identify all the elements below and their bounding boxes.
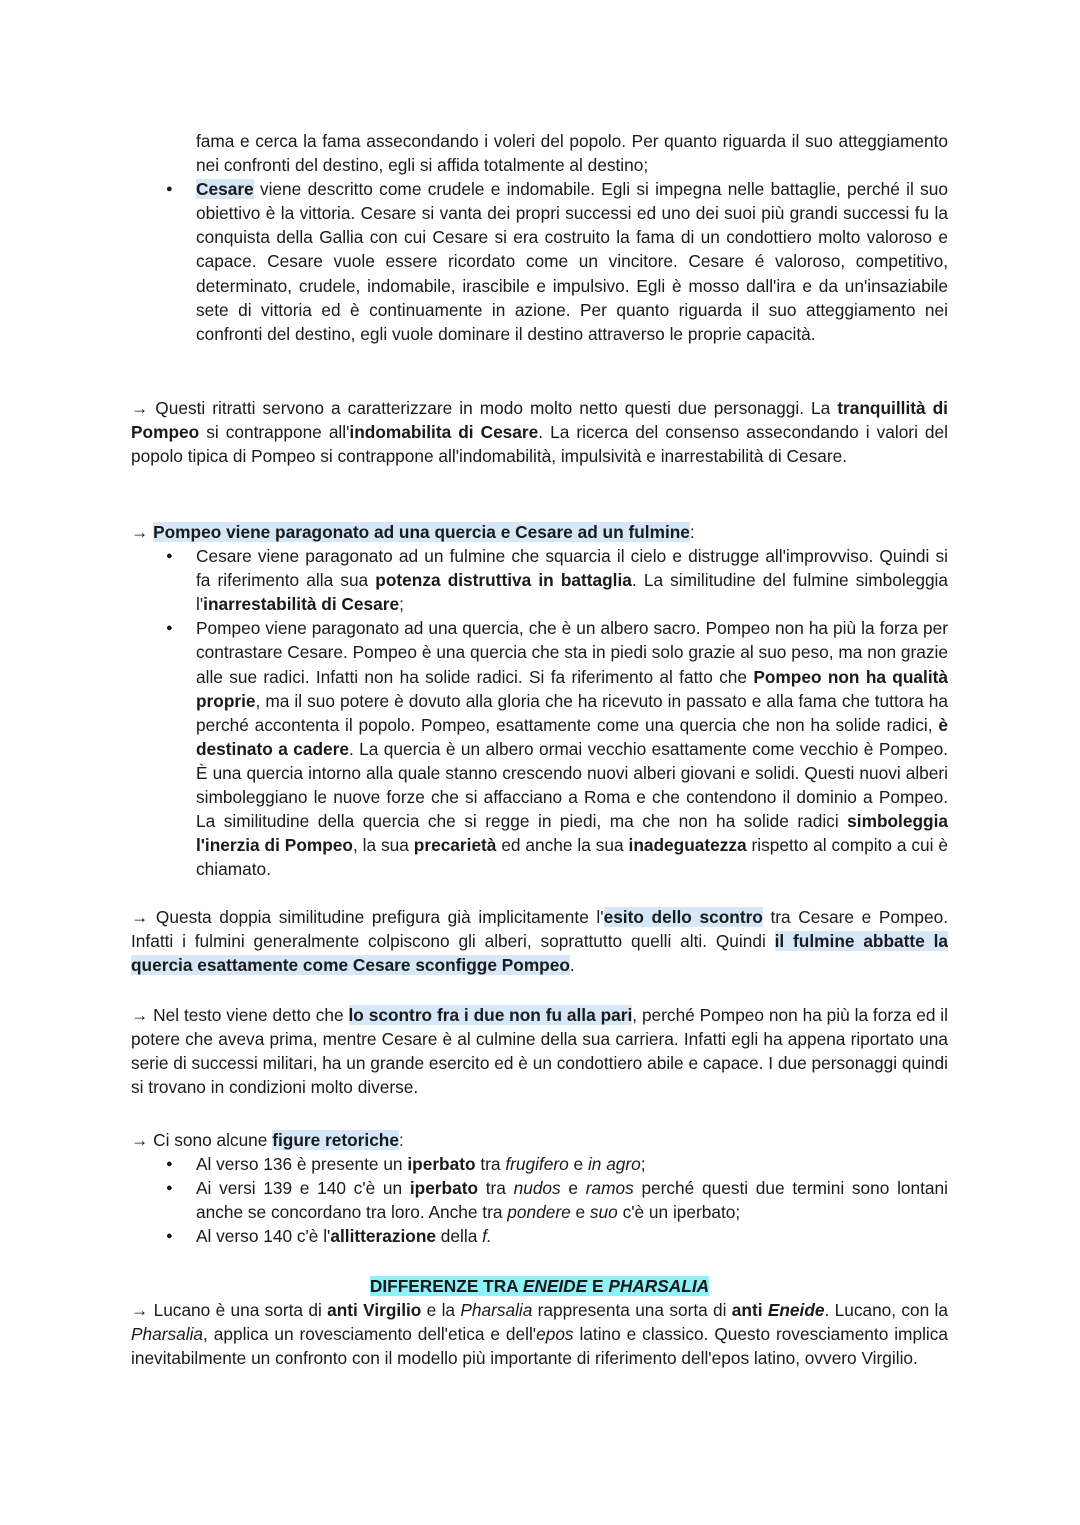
list-item: ● Al verso 140 c'è l'allitterazione della f. xyxy=(131,1224,948,1248)
portrait-section xyxy=(131,129,948,346)
list-item: ● Al verso 136 è presente un iperbato tra frugifero e in agro; xyxy=(131,1152,948,1176)
paragraph-esito: → Questa doppia similitudine prefigura già implicitamente l'esito dello scontro tra Cesare e Pompeo. Infatti i fulmini generalmente colpiscono gli alberi, soprattutto quelli alti. Quindi il fulmine abbatte la quercia esattamente come Cesare sconfigge Pompeo. xyxy=(131,907,949,976)
list-item: ● Cesare viene paragonato ad un fulmine che squarcia il cielo e distrugge all'improvviso. Quindi si fa riferimento alla sua potenza distruttiva in battaglia. La similitudine del fulmine simboleggia l'inarrestabilità di Cesare; xyxy=(131,544,948,616)
pompeo-portrait-end: fama e cerca la fama assecondando i voleri del popolo. Per quanto riguarda il suo atteggiamento nei confronti del destino, egli si affida totalmente al destino; xyxy=(196,131,948,176)
paragraph-scontro: → Nel testo viene detto che lo scontro fra i due non fu alla pari, perché Pompeo non ha più la forza ed il potere che aveva prima, mentre Cesare è al culmine della sua carriera. Infatti egli ha appena riportato una serie di successi militari, ha un grande esercito ed è un condottiero abile e capace. I due personaggi quindi si trovano in condizioni molto diverse. xyxy=(131,1005,948,1098)
paragraph-lucano: → Lucano è una sorta di anti Virgilio e la Pharsalia rappresenta una sorta di anti Eneide. Lucano, con la Pharsalia, applica un rovesciamento dell'etica e dell'epos latino e classico. Questo rovesciamento implica inevitabilmente un confronto con il modello più importante di riferimento dell'epos latino, ovvero Virgilio. xyxy=(131,1300,949,1369)
cesare-highlight: Cesare xyxy=(196,179,254,200)
paragraph-ritratti: → Questi ritratti servono a caratterizzare in modo molto netto questi due personaggi. La tranquillità di Pompeo si contrappone all'indomabilita di Cesare. La ricerca del consenso assecondando i valori del popolo tipica di Pompeo si contrappone all'indomabilità, impulsività e inarrestabilità di Cesare. xyxy=(131,398,948,467)
section-heading: DIFFERENZE TRA ENEIDE E PHARSALIA xyxy=(369,1276,710,1296)
similitudine-heading: Pompeo viene paragonato ad una quercia e Cesare ad un fulmine xyxy=(153,522,690,542)
section-differenze xyxy=(131,1274,948,1370)
paragraph-figure-retoriche: → Ci sono alcune figure retoriche: ● Al verso 136 è presente un iperbato tra frugifero e in agro; ● Ai versi 139 e 140 c'è un iperbato tra nudos e ramos perché questi due termini sono lontani anche se concordano tra loro. Anche tra pondere e suo c'è un iperbato; ● Al verso 140 c'è l'allitterazione della f. xyxy=(131,1128,948,1248)
list-item: ● Ai versi 139 e 140 c'è un iperbato tra nudos e ramos perché questi due termini sono lontani anche se concordano tra loro. Anche tra pondere e suo c'è un iperbato; xyxy=(131,1176,948,1224)
cesare-bullet: ● Cesare viene descritto come crudele e indomabile. Egli si impegna nelle battaglie, perché il suo obiettivo è la vittoria. Cesare si vanta dei propri successi ed uno dei suoi più grandi successi fu la conquista della Gallia con cui Cesare si era costruito la fama di un condottiero molto valoroso e capace. Cesare vuole essere ricordato come un vincitore. Cesare é valoroso, competitivo, determinato, crudele, indomabile, irascibile e impulsivo. Egli è mosso dall'ira e da un'insaziabile sete di vittoria ed è continuamente in azione. Per quanto riguarda il suo atteggiamento nei confronti del destino, egli vuole dominare il destino attraverso le proprie capacità. xyxy=(131,177,948,346)
list-item: ● Pompeo viene paragonato ad una quercia, che è un albero sacro. Pompeo non ha più la forza per contrastare Cesare. Pompeo è una quercia che sta in piedi solo grazie al suo peso, ma non grazie alle sue radici. Infatti non ha solide radici. Si fa riferimento al fatto che Pompeo non ha qualità proprie, ma il suo potere è dovuto alla gloria che ha ricevuto in passato e alla fama che tuttora ha perché accontenta il popolo. Pompeo, esattamente come una quercia che non ha solide radici, è destinato a cadere. La quercia è un albero ormai vecchio esattamente come vecchio è Pompeo. È una quercia intorno alla quale stanno crescendo nuovi alberi giovani e solidi. Questi nuovi alberi simboleggiano le nuove forze che si affacciano a Roma e che contendono il dominio a Pompeo. La similitudine della quercia che si regge in piedi, ma che non ha solide radici simboleggia l'inerzia di Pompeo, la sua precarietà ed anche la sua inadeguatezza rispetto al compito a cui è chiamato. xyxy=(131,616,948,881)
paragraph-similitudini: → Pompeo viene paragonato ad una quercia e Cesare ad un fulmine: ● Cesare viene paragonato ad un fulmine che squarcia il cielo e distrugge all'improvviso. Quindi si fa riferimento alla sua potenza distruttiva in battaglia. La similitudine del fulmine simboleggia l'inarrestabilità di Cesare; ● Pompeo viene paragonato ad una quercia, che è un albero sacro. Pompeo non ha più la forza per contrastare Cesare. Pompeo è una quercia che sta in piedi solo grazie al suo peso, ma non grazie alle sue radici. Infatti non ha solide radici. Si fa riferimento al fatto che Pompeo non ha qualità proprie, ma il suo potere è dovuto alla gloria che ha ricevuto in passato e alla fama che tuttora ha perché accontenta il popolo. Pompeo, esattamente come una quercia che non ha solide radici, è destinato a cadere. La quercia è un albero ormai vecchio esattamente come vecchio è Pompeo. È una quercia intorno alla quale stanno crescendo nuovi alberi giovani e solidi. Questi nuovi alberi simboleggiano le nuove forze che si affacciano a Roma e che contendono il dominio a Pompeo. La similitudine della quercia che si regge in piedi, ma che non ha solide radici simboleggia l'inerzia di Pompeo, la sua precarietà ed anche la sua inadeguatezza rispetto al compito a cui è chiamato. xyxy=(131,520,948,881)
